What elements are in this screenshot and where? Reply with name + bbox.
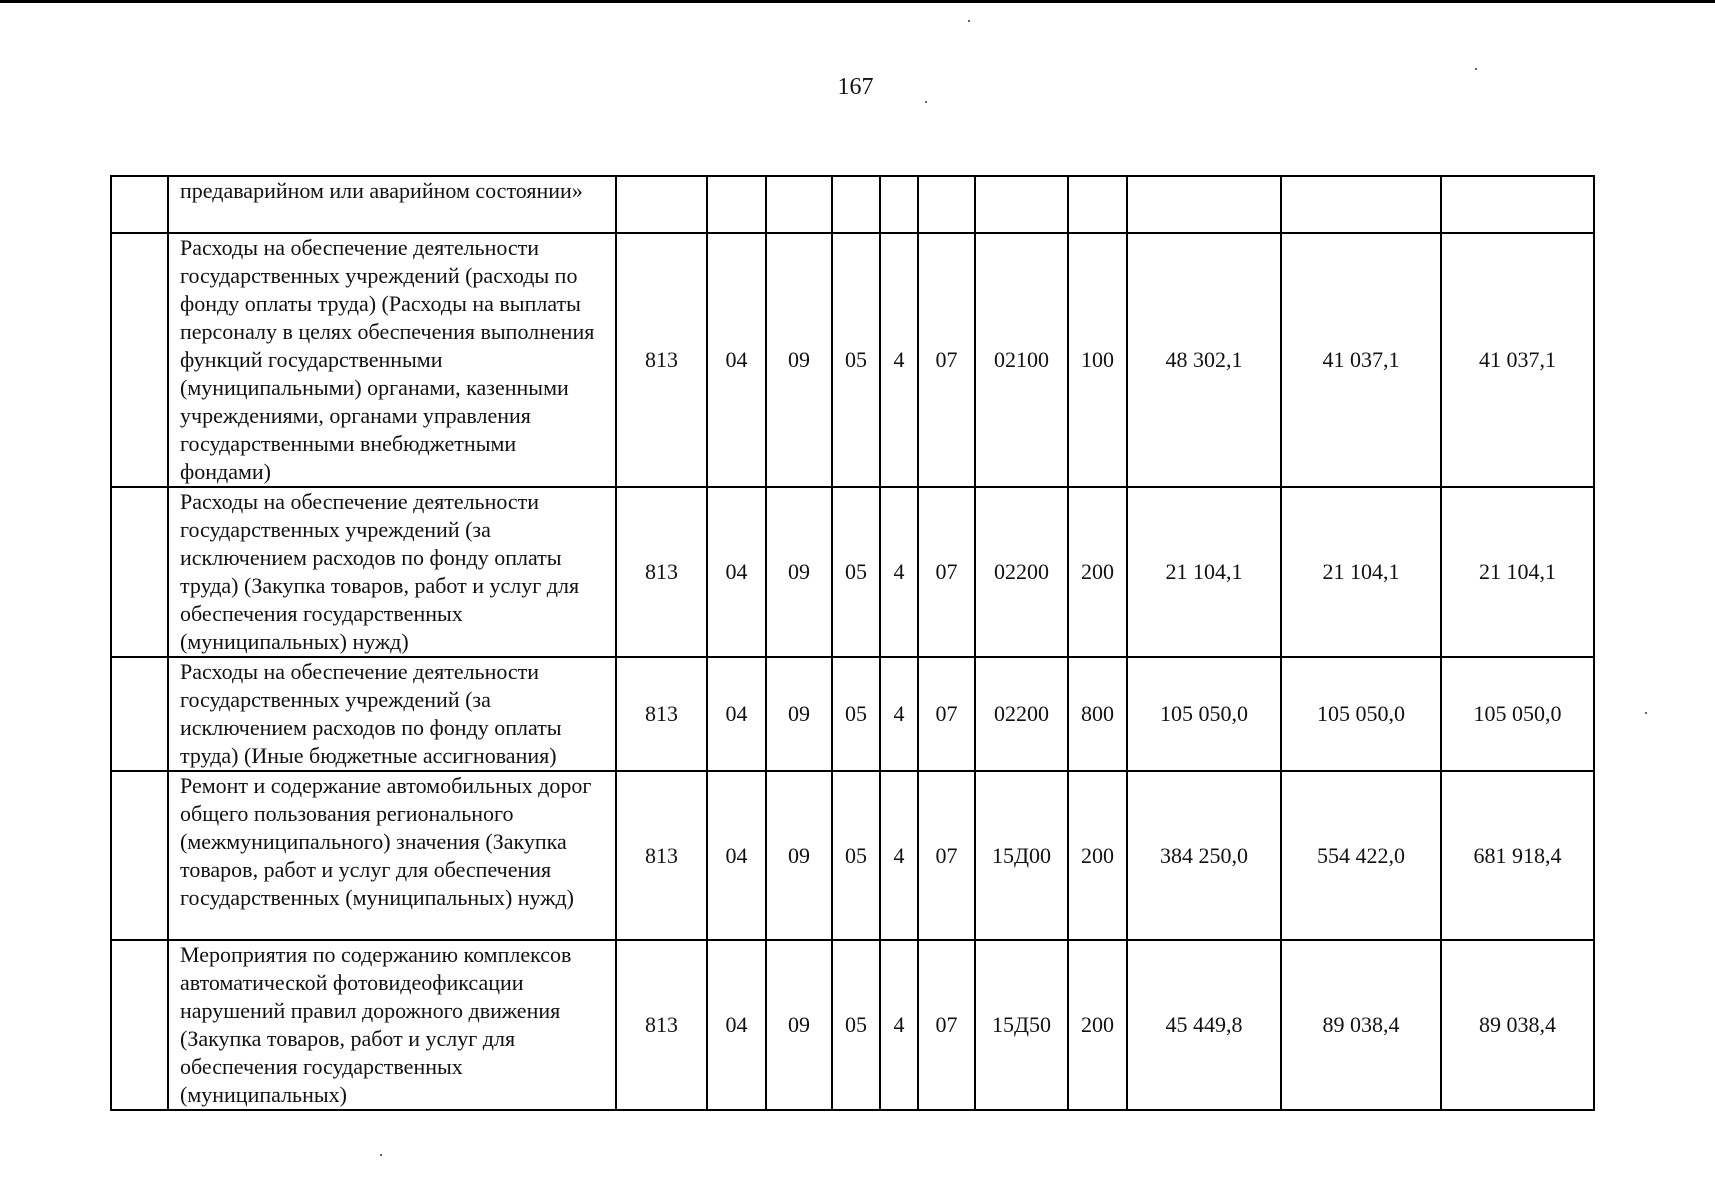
cell-direction: 15Д00 [975,771,1068,940]
cell-subprogram: 07 [918,657,975,771]
row-number-cell [111,940,168,1110]
cell-subprogram: 07 [918,940,975,1110]
cell-amount-1: 45 449,8 [1127,940,1281,1110]
cell-amount-3 [1441,176,1594,233]
cell-section [707,176,766,233]
cell-subprogram: 07 [918,233,975,487]
cell-ministry: 813 [616,771,707,940]
description-cell: Расходы на обеспечение деятельности государственных учреждений (расходы по фонду оплаты труда) (Расходы на выплаты персоналу в целях обеспечения выполнения функций государственными (муниципальными) органами, казенными учреждениями, органами управления государственными внебюджетными фондами) [168,233,616,487]
cell-program: 05 [832,657,880,771]
cell-expense-type: 800 [1068,657,1127,771]
scan-speck [968,20,970,22]
cell-program-type: 4 [880,233,918,487]
cell-ministry: 813 [616,487,707,657]
cell-subsection: 09 [766,233,832,487]
scan-speck [380,1154,382,1156]
cell-amount-2: 41 037,1 [1281,233,1441,487]
row-number-cell [111,233,168,487]
cell-section: 04 [707,771,766,940]
cell-subsection: 09 [766,487,832,657]
page-number: 167 [837,74,874,100]
table-row [111,176,1594,233]
table-row [111,233,1594,487]
cell-ministry: 813 [616,233,707,487]
cell-amount-1: 48 302,1 [1127,233,1281,487]
cell-section: 04 [707,657,766,771]
description-cell: Расходы на обеспечение деятельности государственных учреждений (за исключением расходов по фонду оплаты труда) (Закупка товаров, работ и услуг для обеспечения государственных (муниципальных) нужд) [168,487,616,657]
scan-edge-line [0,0,1715,3]
description-cell: предаварийном или аварийном состоянии» [168,176,616,233]
cell-ministry [616,176,707,233]
cell-amount-3: 681 918,4 [1441,771,1594,940]
cell-subprogram: 07 [918,487,975,657]
cell-ministry: 813 [616,657,707,771]
cell-amount-2: 105 050,0 [1281,657,1441,771]
cell-amount-2: 89 038,4 [1281,940,1441,1110]
row-number-cell [111,771,168,940]
cell-program: 05 [832,771,880,940]
cell-program-type [880,176,918,233]
cell-direction: 02100 [975,233,1068,487]
cell-program: 05 [832,940,880,1110]
cell-direction: 02200 [975,657,1068,771]
cell-amount-2: 554 422,0 [1281,771,1441,940]
cell-subsection: 09 [766,771,832,940]
cell-amount-1: 105 050,0 [1127,657,1281,771]
cell-amount-3: 89 038,4 [1441,940,1594,1110]
cell-subsection [766,176,832,233]
cell-program-type: 4 [880,657,918,771]
cell-expense-type: 200 [1068,771,1127,940]
cell-expense-type: 200 [1068,487,1127,657]
cell-amount-3: 105 050,0 [1441,657,1594,771]
scan-speck [1645,712,1647,714]
cell-program-type: 4 [880,487,918,657]
description-cell: Мероприятия по содержанию комплексов автоматической фотовидеофиксации нарушений правил дорожного движения (Закупка товаров, работ и услуг для обеспечения государственных (муниципальных) [168,940,616,1110]
table-row [111,487,1594,657]
cell-amount-3: 21 104,1 [1441,487,1594,657]
cell-subsection: 09 [766,657,832,771]
budget-table [110,175,1595,1111]
cell-direction: 02200 [975,487,1068,657]
cell-program: 05 [832,487,880,657]
cell-program-type: 4 [880,771,918,940]
cell-subsection: 09 [766,940,832,1110]
cell-amount-1: 384 250,0 [1127,771,1281,940]
cell-subprogram [918,176,975,233]
scan-speck [925,101,927,103]
scan-speck [1475,68,1477,70]
cell-expense-type [1068,176,1127,233]
cell-expense-type: 200 [1068,940,1127,1110]
cell-expense-type: 100 [1068,233,1127,487]
row-number-cell [111,176,168,233]
cell-section: 04 [707,940,766,1110]
cell-section: 04 [707,233,766,487]
description-cell: Ремонт и содержание автомобильных дорог общего пользования регионального (межмуниципального) значения (Закупка товаров, работ и услуг для обеспечения государственных (муниципальных) нужд) [168,771,616,940]
cell-direction: 15Д50 [975,940,1068,1110]
cell-subprogram: 07 [918,771,975,940]
table-row [111,771,1594,940]
description-cell: Расходы на обеспечение деятельности государственных учреждений (за исключением расходов по фонду оплаты труда) (Иные бюджетные ассигнования) [168,657,616,771]
cell-amount-1 [1127,176,1281,233]
cell-program: 05 [832,233,880,487]
row-number-cell [111,657,168,771]
table-row [111,940,1594,1110]
cell-ministry: 813 [616,940,707,1110]
cell-amount-2 [1281,176,1441,233]
cell-amount-3: 41 037,1 [1441,233,1594,487]
cell-amount-1: 21 104,1 [1127,487,1281,657]
cell-direction [975,176,1068,233]
table-row [111,657,1594,771]
cell-program [832,176,880,233]
cell-section: 04 [707,487,766,657]
cell-amount-2: 21 104,1 [1281,487,1441,657]
row-number-cell [111,487,168,657]
cell-program-type: 4 [880,940,918,1110]
